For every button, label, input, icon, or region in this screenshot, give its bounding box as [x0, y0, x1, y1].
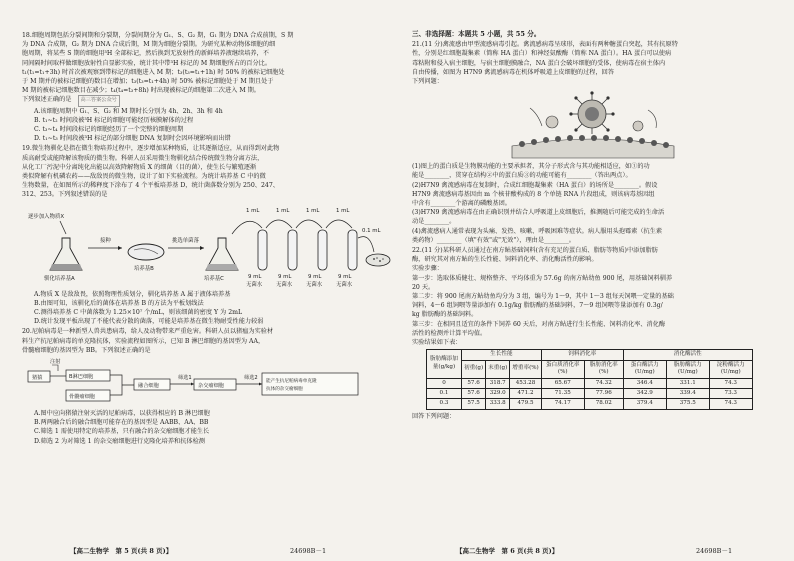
- question-20: [22, 327, 392, 445]
- q20-option-d: D.筛选 2 为对筛选 1 的杂交瘤细胞进行克隆化培养和抗体检测: [34, 437, 205, 445]
- question-18: [22, 31, 392, 143]
- q18-option-d: D. t₁~t₃ 时间段被³H 标记的部分细胞 DNA 复制时会因环境影响而出错: [34, 135, 231, 143]
- q18-option-b: B. t₁~t₂ 时间段被³H 标记的细胞可能经历核膜解体的过程: [34, 116, 194, 124]
- plate-d: [366, 254, 390, 266]
- q18-line: 胞周期，将某些 S 期的细胞用³H 全部标记，然后换到无放射性的新鲜培养液继续培养，不: [22, 50, 269, 58]
- q19-line: 类似降解有机磷农药——敌敌畏的微生物，设计了如下实验流程。为统计培养基 C 中的微: [22, 173, 266, 181]
- q21-subquestion: (2)H7N9 禽流感病毒在复制时，合成红细胞凝集素（HA 蛋白）的场所是________。假设: [412, 181, 658, 189]
- footer-code: 24698B－1: [696, 547, 733, 555]
- test-tube: [288, 230, 297, 270]
- q19-figure: [22, 202, 392, 288]
- tube-label: 无菌水: [336, 281, 353, 288]
- label-inoculate: 接种: [100, 237, 111, 244]
- q22-line: 第二步：将 900 尾南方鲇幼鱼均分为 3 组，编号为 1～9，其中 1～3 组每天饲喂一定量的基础: [412, 293, 674, 301]
- table-header: 蛋白酶活力(U/mg): [623, 360, 666, 378]
- q20-line: 骨髓瘤细胞的基因型为 BB。下列叙述正确的是: [22, 346, 151, 354]
- q18-line: 为 DNA 合成期，G₂ 期为 DNA 合成后期，M 期为细胞分裂期。为研究某种动物体细胞的细: [22, 41, 276, 49]
- q21-subquestion: 动是________。: [412, 218, 456, 226]
- test-tube: [348, 230, 357, 270]
- q21-subquestion: (4)禽流感病人通常表现为头痛、发热、咳嗽、呼吸困难等症状。病人服用头孢霉素（抗生素: [412, 227, 663, 235]
- svg-text:融合细胞: 融合细胞: [138, 383, 159, 390]
- table-group-header: 生长性能: [462, 350, 542, 360]
- q21-line: 自由传播，如图为 H7N9 禽流感病毒在机体呼吸道上皮细胞的过程，回答: [412, 68, 615, 76]
- dish-b: [128, 244, 164, 260]
- table-group-header: 饲料消化率: [541, 350, 623, 360]
- table-header: 初重(g): [462, 360, 486, 378]
- test-tube: [318, 230, 327, 270]
- footer-page-label: 【高二生物学 第 5 页(共 8 页)】: [70, 547, 173, 555]
- transfer-label: 1 mL: [276, 207, 290, 214]
- watermark-stamp: 高三答案公众号: [78, 95, 120, 106]
- tube-label: 无菌水: [276, 281, 293, 288]
- svg-text:猪猿: 猪猿: [32, 375, 43, 382]
- svg-text:B淋巴细胞: B淋巴细胞: [69, 374, 94, 381]
- q22-line: kg 脂肪酶的基础饲料。: [412, 311, 478, 319]
- tube-label: 9 mL: [308, 273, 322, 280]
- question-21: [412, 40, 774, 245]
- q22-line: 酶，研究其对南方鲇的生长性能、饲料消化率、消化酶活性的影响。: [412, 256, 598, 264]
- transfer-label: 1 mL: [246, 207, 260, 214]
- label-pick-colony: 挑选单菌落: [172, 237, 199, 244]
- result-line-2: 抗体的杂交瘤细胞: [266, 387, 303, 393]
- table-header: 淀粉酶活力(U/mg): [709, 360, 752, 378]
- q21-subquestion: H7N9 禽流感病毒基因由 m 个核苷酸构成的 8 个单链 RNA 片段组成，则该病毒基因组: [412, 190, 655, 198]
- q21-figure: [412, 88, 774, 160]
- table-group-header: 消化酶活性: [623, 350, 752, 360]
- q18-option-c: C. t₃~t₄ 时间段标记的细胞经历了一个完整的细胞周期: [34, 126, 184, 134]
- table-header: 脂肪消化率(%): [584, 360, 623, 378]
- q20-line: 料生产抗尼帕病毒的单克隆抗体，实验流程如图所示，已知 B 淋巴细胞的基因型为 AA，: [22, 337, 265, 345]
- table-row: 0 57.6 318.7 453.28 65.67 74.32 346.4 331.1 74.3: [427, 378, 753, 388]
- q18-option-a: A.该细胞周期中 G₁、S、G₂ 和 M 期时长分别为 4h、2h、3h 和 4h: [34, 107, 223, 115]
- q22-after: 回答下列问题：: [412, 412, 456, 420]
- question-22: [412, 246, 774, 421]
- q21-line: 下列问题：: [412, 78, 443, 86]
- q22-line: 第一步：选取体质健壮、规格整齐、平均体重为 57.6g 的南方鲇幼鱼 900 尾，用基础饲料驯养: [412, 274, 673, 282]
- label-screen2: 筛选2: [244, 375, 258, 382]
- q19-line: 312、253。下列叙述错误的是: [22, 191, 108, 199]
- q22-line: 实验步骤：: [412, 265, 443, 273]
- table-row: 0.1 57.6 329.0 471.2 71.35 77.96 342.9 339.4 73.3: [427, 388, 753, 398]
- q21-subquestion: (1)图上的蛋白质是生物膜功能的主要承担者，其分子形式含与其功能相适应，如①的功: [412, 163, 650, 171]
- q19-flow-diagram: [22, 202, 392, 288]
- question-19: [22, 144, 392, 326]
- q22-line: 饲料，4～6 组饲喂等量添加有 0.1g/kg 脂肪酶的基础饲料，7～9 组饲喂等量添加有 0.3g/: [412, 302, 663, 310]
- section-heading: 三、非选择题：本题共 5 小题，共 55 分。: [412, 30, 541, 38]
- footer-code: 24698B－1: [290, 547, 327, 555]
- q20-option-a: A.图中应向猪猿注射灭活的尼帕病毒，以获得相应的 B 淋巴细胞: [34, 410, 210, 418]
- tube-label: 9 mL: [338, 273, 352, 280]
- q18-line: 于 M 期并的被标记细胞的数目在增加；t₃(t₃=t₁+4h) 时 50% 被标记细胞处于 M 期且处于: [22, 78, 274, 86]
- label-flask-c: 培养基C: [204, 275, 224, 282]
- q19-option-d: D.统计发现平板出现了不能代表分散的菌落，可能是培养基在微生物耐受性能力较弱: [34, 318, 264, 326]
- label-dish-b: 培养基B: [134, 265, 154, 272]
- q22-line: 实验结果如下表：: [412, 339, 462, 347]
- q20-flow-diagram: [22, 357, 392, 407]
- q21-subquestion: 中含有________个游离的磷酸基团。: [412, 200, 511, 208]
- q22-line: 活性的检测并计算平均值。: [412, 329, 487, 337]
- label-flask-a: 驯化培养基A: [44, 275, 75, 282]
- table-header: 蛋白质消化率(%): [541, 360, 584, 378]
- q20-figure: [22, 357, 392, 407]
- q19-line: 19.微生物驯化是指在微生物培养过程中，逐步增加某种物质，让其逐渐适应，从而得到对此物: [22, 145, 280, 153]
- q22-line: 20 天。: [412, 283, 435, 291]
- q18-line: 18.细胞周期包括分裂间期和分裂期，分裂间期分为 G₁、S、G₂ 期，G₁ 期为 DNA 合成前期，S 期: [22, 32, 294, 39]
- q20-option-c: C.筛选 1 需使用特定的培养基，只有融合的杂交瘤细胞才能生长: [34, 428, 210, 436]
- q22-line: 22.(11 分)某科研人员通过在南方鲇基础饲料(含有充足的蛋白质、脂肪等物质)中添加脂肪: [412, 247, 658, 255]
- q19-option-c: C.测得培养基 C 中菌落数为 1.25×10⁷ 个/mL，则该细菌的密度 Y 为 2mL: [34, 309, 243, 317]
- virus-small: [633, 121, 643, 131]
- q20-option-b: B.两两融合后的融合细胞可能存在的基因型是 AABB、AA、BB: [34, 419, 209, 427]
- page-footer-left: [70, 546, 327, 555]
- q18-line: 下列叙述正确的是: [22, 96, 72, 104]
- q20-line: 20.尼帕病毒是一种新型人兽共患病毒，给人及动物带来严重危害。科研人员以猪瘟为实验材: [22, 328, 274, 336]
- virus-infection-diagram: [412, 88, 774, 160]
- q19-line: 从化工厂污泥中分离纯化出能以高效降解物质 X 的细菌（目的菌），使生长与繁殖逐渐: [22, 163, 257, 171]
- virus-small: [546, 116, 558, 128]
- table-row: 0.3 57.5 333.8 479.5 74.17 78.02 379.4 375.5 74.3: [427, 399, 753, 409]
- table-header: 增重率(%): [510, 360, 541, 378]
- footer-page-label: 【高二生物学 第 6 页(共 8 页)】: [456, 547, 559, 555]
- svg-text:骨髓瘤细胞: 骨髓瘤细胞: [69, 394, 95, 401]
- q21-subquestion: 类药物）________（填"有效"或"无效"），理由是________。: [412, 236, 575, 244]
- label-inject: 注射: [50, 359, 61, 366]
- tube-label: 9 mL: [278, 273, 292, 280]
- tube-label: 9 mL: [248, 273, 262, 280]
- q19-option-b: B.由图可知，该驯化后的菌体在培养基 B 的方法为平板划线法: [34, 299, 204, 307]
- q22-line: 第三步：在相同且适宜的条件下饲养 60 天后，对南方鲇进行生长性能、饲料消化率、消化酶: [412, 320, 666, 328]
- q19-line: 质高耐受或能降解该物质的微生物。科研人员采用微生物驯化结合传统微生物分离方法，: [22, 154, 264, 162]
- result-line-1: 能产生抗尼帕病毒单克隆: [266, 379, 317, 385]
- q21-line: 性，分别是红细胞凝集素（简称 HA 蛋白）和神经氨酸酶（简称 NA 蛋白）。HA 蛋白可以使病: [412, 50, 672, 58]
- q21-subquestion: (3)H7N9 禽流感病毒在由正确识别并结合人呼吸道上皮细胞后，推测随后可能完成的生命活: [412, 209, 665, 217]
- q19-line: 生物数量，在如图所示的稀释度下涂布了 4 个平板培养基 D，统计菌落数分别为 250、247、: [22, 182, 279, 190]
- page-footer-right: [456, 546, 733, 555]
- table-header: 末重(g): [486, 360, 510, 378]
- transfer-label: 1 mL: [336, 207, 350, 214]
- transfer-label: 1 mL: [306, 207, 320, 214]
- right-column: [412, 30, 774, 421]
- label-screen1: 筛选1: [178, 375, 192, 382]
- q21-line: 21.(11 分)禽流感由甲型流感病毒引起。禽流感病毒呈球形，表面有两种糖蛋白突起，其有抗原特: [412, 41, 678, 49]
- q21-line: 毒粘附和侵入宿主细胞，与宿主细胞膜融合，NA 蛋白会破坏细胞的受体，使病毒在宿主体内: [412, 59, 666, 67]
- q21-subquestion: 能是________，贯穿在结构②中的蛋白质③的功能可能有________（答出两点）。: [412, 172, 632, 180]
- test-tube: [258, 230, 267, 270]
- q19-option-a: A.物质 X 是敌敌畏，依照物理性质划分，驯化培养基 A 属于液体培养基: [34, 290, 231, 298]
- tube-label: 无菌水: [306, 281, 323, 288]
- table-header: 脂肪酶活力(U/mg): [666, 360, 709, 378]
- q18-line: t₁(t₁=t₁+3h) 时首次被观察到带标记的细胞进入 M 期；t₃(t₃=t₁+1h) 时 50% 的被标记细胞处: [22, 68, 285, 76]
- q18-line: M 期的被标记细胞数目在减少；t₄(t₄=t₃+8h) 时出现被标记的细胞第二次进入 M 期。: [22, 87, 260, 95]
- table-header: 脂肪酶添加量(g/kg): [427, 350, 462, 378]
- tube-label: 无菌水: [246, 281, 263, 288]
- q18-line: 同间隔时间取样做细胞放射性自显影实验，统计其中带³H 标记的 M 期细胞所占的百分比。: [22, 59, 272, 67]
- label-add-x: 逐步加入物质X: [28, 213, 65, 220]
- left-column: [22, 30, 392, 446]
- plate-volume: 0.1 mL: [362, 227, 381, 234]
- svg-text:杂交瘤细胞: 杂交瘤细胞: [198, 383, 224, 390]
- results-table: [426, 349, 753, 409]
